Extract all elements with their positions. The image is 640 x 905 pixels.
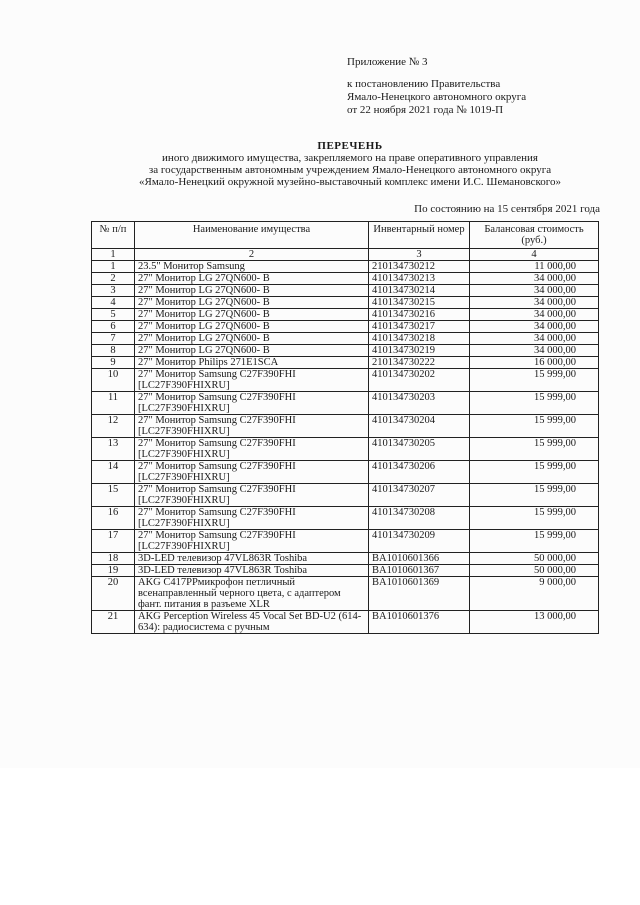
row-number: 16 [92,507,135,530]
balance-cost: 50 000,00 [470,553,599,565]
item-name: AKG C417PPмикрофон петличный всенаправленный черного цвета, с адаптером фант. питания в разъеме XLR [135,577,369,611]
inventory-number: 210134730212 [369,261,470,273]
table-row [92,530,599,553]
balance-cost: 34 000,00 [470,345,599,357]
balance-cost: 15 999,00 [470,415,599,438]
table-row [92,461,599,484]
item-name: 27" Монитор Samsung C27F390FHI [LC27F390FHIXRU] [135,484,369,507]
item-name: 27" Монитор Samsung C27F390FHI [LC27F390FHIXRU] [135,461,369,484]
row-number: 12 [92,415,135,438]
appendix-number: Приложение № 3 [347,56,428,68]
row-number: 20 [92,577,135,611]
inventory-number: 410134730218 [369,333,470,345]
table-row [92,611,599,634]
appendix-resolution: к постановлению Правительства [347,78,501,90]
balance-cost: 34 000,00 [470,285,599,297]
row-number: 13 [92,438,135,461]
balance-cost: 15 999,00 [470,438,599,461]
table-row [92,484,599,507]
balance-cost: 15 999,00 [470,530,599,553]
balance-cost: 34 000,00 [470,273,599,285]
column-number: 2 [135,249,369,261]
balance-cost: 15 999,00 [470,369,599,392]
row-number: 21 [92,611,135,634]
item-name: AKG Perception Wireless 45 Vocal Set BD-U2 (614- 634): радиосистема с ручным [135,611,369,634]
title-line-2: за государственным автономным учреждением Ямало-Ненецкого автономного округа [148,164,552,176]
item-name: 27" Монитор LG 27QN600- B [135,285,369,297]
item-name: 23.5" Монитор Samsung [135,261,369,273]
item-name: 27" Монитор Samsung C27F390FHI [LC27F390FHIXRU] [135,415,369,438]
table-row [92,577,599,611]
table-header-row [92,222,599,249]
table-row [92,345,599,357]
item-name: 27" Монитор Samsung C27F390FHI [LC27F390FHIXRU] [135,369,369,392]
row-number: 6 [92,321,135,333]
header-name: Наименование имущества [135,222,369,249]
row-number: 1 [92,261,135,273]
inventory-number: 410134730219 [369,345,470,357]
as-of-date: По состоянию на 15 сентября 2021 года [414,203,600,215]
inventory-number: 410134730213 [369,273,470,285]
balance-cost: 11 000,00 [470,261,599,273]
inventory-number: BA1010601376 [369,611,470,634]
column-number: 3 [369,249,470,261]
item-name: 27" Монитор LG 27QN600- B [135,309,369,321]
table-row [92,309,599,321]
column-number: 1 [92,249,135,261]
row-number: 9 [92,357,135,369]
row-number: 3 [92,285,135,297]
item-name: 27" Монитор Samsung C27F390FHI [LC27F390FHIXRU] [135,507,369,530]
item-name: 27" Монитор Samsung C27F390FHI [LC27F390FHIXRU] [135,392,369,415]
inventory-number: 210134730222 [369,357,470,369]
appendix-date: от 22 ноября 2021 года № 1019-П [347,104,504,116]
inventory-number: BA1010601369 [369,577,470,611]
inventory-number: 410134730206 [369,461,470,484]
row-number: 19 [92,565,135,577]
item-name: 27" Монитор Philips 271E1SCA [135,357,369,369]
item-name: 27" Монитор LG 27QN600- B [135,297,369,309]
table-row [92,261,599,273]
table-row [92,438,599,461]
balance-cost: 9 000,00 [470,577,599,611]
table-row [92,392,599,415]
row-number: 11 [92,392,135,415]
balance-cost: 16 000,00 [470,357,599,369]
item-name: 27" Монитор LG 27QN600- B [135,345,369,357]
row-number: 18 [92,553,135,565]
item-name: 27" Монитор Samsung C27F390FHI [LC27F390FHIXRU] [135,530,369,553]
item-name: 27" Монитор LG 27QN600- B [135,333,369,345]
title-heading: ПЕРЕЧЕНЬ [317,140,383,152]
title-line-3: «Ямало-Ненецкий окружной музейно-выставочный комплекс имени И.С. Шемановского» [138,176,562,188]
table-row [92,553,599,565]
table-row [92,565,599,577]
table-row [92,285,599,297]
column-number: 4 [470,249,599,261]
inventory-number: 410134730207 [369,484,470,507]
balance-cost: 13 000,00 [470,611,599,634]
inventory-number: 410134730215 [369,297,470,309]
row-number: 7 [92,333,135,345]
title-line-1: иного движимого имущества, закрепляемого на праве оперативного управления [162,152,538,164]
inventory-number: 410134730205 [369,438,470,461]
table-row [92,297,599,309]
header-inventory: Инвентарный номер [369,222,470,249]
row-number: 15 [92,484,135,507]
inventory-number: 410134730208 [369,507,470,530]
balance-cost: 50 000,00 [470,565,599,577]
table-row [92,321,599,333]
inventory-number: BA1010601367 [369,565,470,577]
inventory-number: 410134730217 [369,321,470,333]
header-number: № п/п [92,222,135,249]
balance-cost: 34 000,00 [470,321,599,333]
column-number-row [92,249,599,261]
table-row [92,507,599,530]
balance-cost: 34 000,00 [470,297,599,309]
row-number: 4 [92,297,135,309]
balance-cost: 15 999,00 [470,507,599,530]
table-row [92,273,599,285]
item-name: 27" Монитор Samsung C27F390FHI [LC27F390FHIXRU] [135,438,369,461]
row-number: 17 [92,530,135,553]
blank-margin [0,768,640,905]
row-number: 5 [92,309,135,321]
item-name: 27" Монитор LG 27QN600- B [135,321,369,333]
item-name: 3D-LED телевизор 47VL863R Toshiba [135,553,369,565]
balance-cost: 15 999,00 [470,392,599,415]
inventory-number: 410134730216 [369,309,470,321]
table-row [92,357,599,369]
appendix-block [347,56,526,117]
balance-cost: 34 000,00 [470,333,599,345]
document-title [90,140,610,188]
row-number: 10 [92,369,135,392]
item-name: 27" Монитор LG 27QN600- B [135,273,369,285]
row-number: 2 [92,273,135,285]
property-table [91,221,599,634]
inventory-number: BA1010601366 [369,553,470,565]
table-row [92,415,599,438]
inventory-number: 410134730214 [369,285,470,297]
item-name: 3D-LED телевизор 47VL863R Toshiba [135,565,369,577]
appendix-region: Ямало-Ненецкого автономного округа [347,91,527,103]
balance-cost: 15 999,00 [470,484,599,507]
row-number: 8 [92,345,135,357]
inventory-number: 410134730203 [369,392,470,415]
header-cost: Балансовая стоимость (руб.) [470,222,599,249]
balance-cost: 15 999,00 [470,461,599,484]
row-number: 14 [92,461,135,484]
inventory-number: 410134730202 [369,369,470,392]
inventory-number: 410134730204 [369,415,470,438]
inventory-number: 410134730209 [369,530,470,553]
table-row [92,369,599,392]
table-row [92,333,599,345]
balance-cost: 34 000,00 [470,309,599,321]
